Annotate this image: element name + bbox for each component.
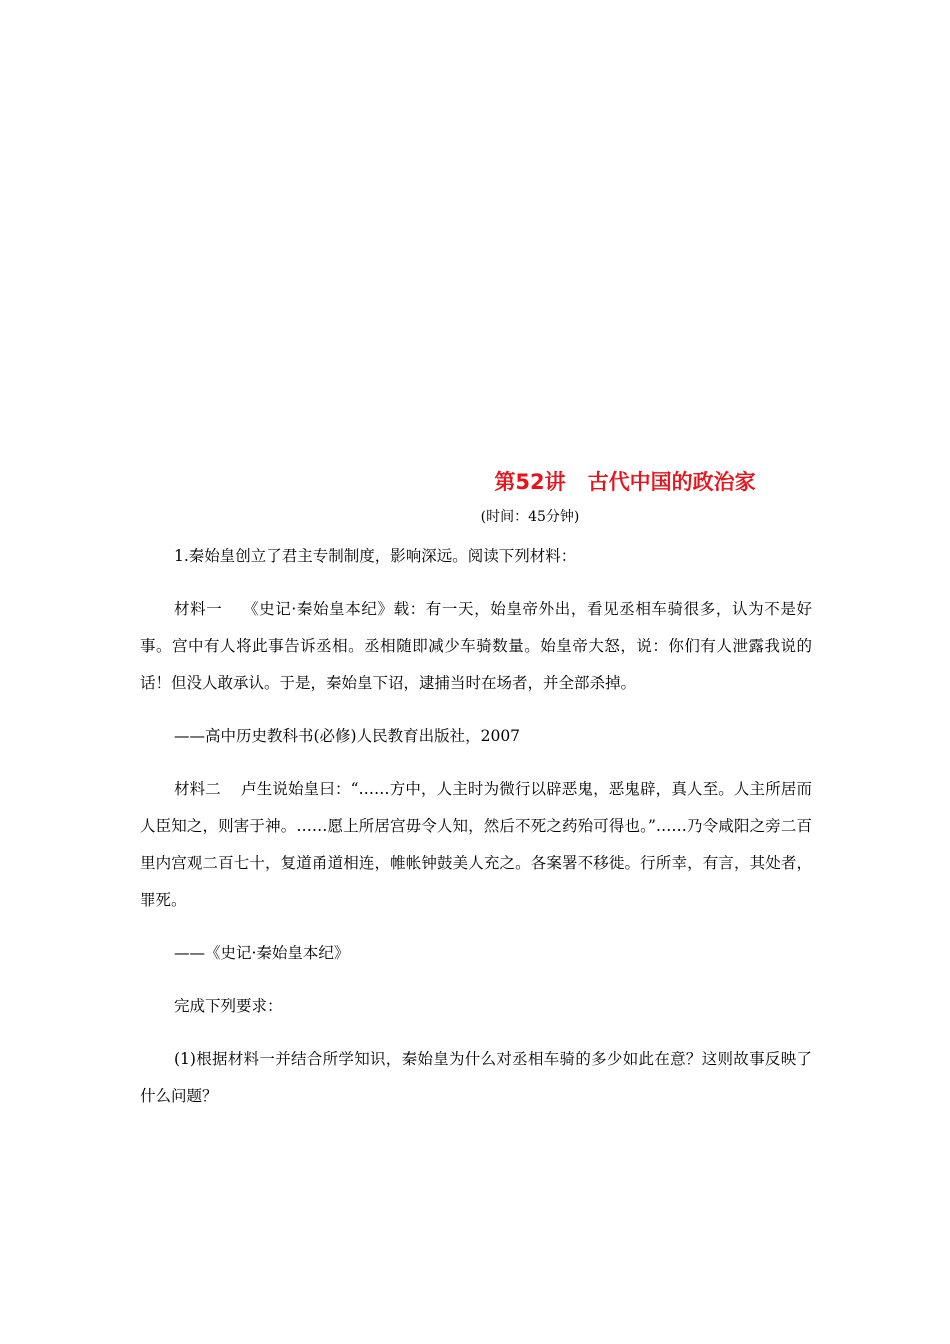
task-instruction: 完成下列要求： [174, 997, 283, 1015]
time-limit: (时间：45分钟) [480, 509, 580, 525]
material-two-text: 卢生说始皇曰：“……方中，人主时为微行以辟恶鬼，恶鬼辟，真人至。人主所居而人臣知之，则害于神。……愿上所居宫毋令人知，然后不死之药殆可得也。”……乃令咸阳之旁二百里内宫观二百七十，复道甬道相连，帷帐钟鼓美人充之。各案署不移徙。行所幸，有言，其处者，罪死。 [140, 780, 812, 909]
lesson-name: 古代中国的政治家 [587, 470, 756, 494]
material-two-label: 材料二 [174, 780, 221, 798]
question-body [140, 538, 812, 1115]
lesson-title [0, 466, 950, 496]
material-one-text: 《史记·秦始皇本纪》载：有一天，始皇帝外出，看见丞相车骑很多，认为不是好事。宫中有人将此事告诉丞相。丞相随即减少车骑数量。始皇帝大怒，说：你们有人泄露我说的话！但没人敢承认。于是，秦始皇下诏，逮捕当时在场者，并全部杀掉。 [140, 600, 812, 692]
material-one-label: 材料一 [174, 600, 223, 618]
material-two [140, 771, 812, 919]
material-two-source: ——《史记·秦始皇本纪》 [174, 944, 350, 962]
material-one [140, 591, 812, 702]
lesson-number: 第52讲 [494, 470, 566, 494]
sub-question-1: (1)根据材料一并结合所学知识，秦始皇为什么对丞相车骑的多少如此在意？这则故事反映了什么问题？ [140, 1050, 812, 1105]
question-intro: 1.秦始皇创立了君主专制制度，影响深远。阅读下列材料： [174, 547, 577, 565]
material-one-source: ——高中历史教科书(必修)人民教育出版社，2007 [174, 727, 521, 745]
